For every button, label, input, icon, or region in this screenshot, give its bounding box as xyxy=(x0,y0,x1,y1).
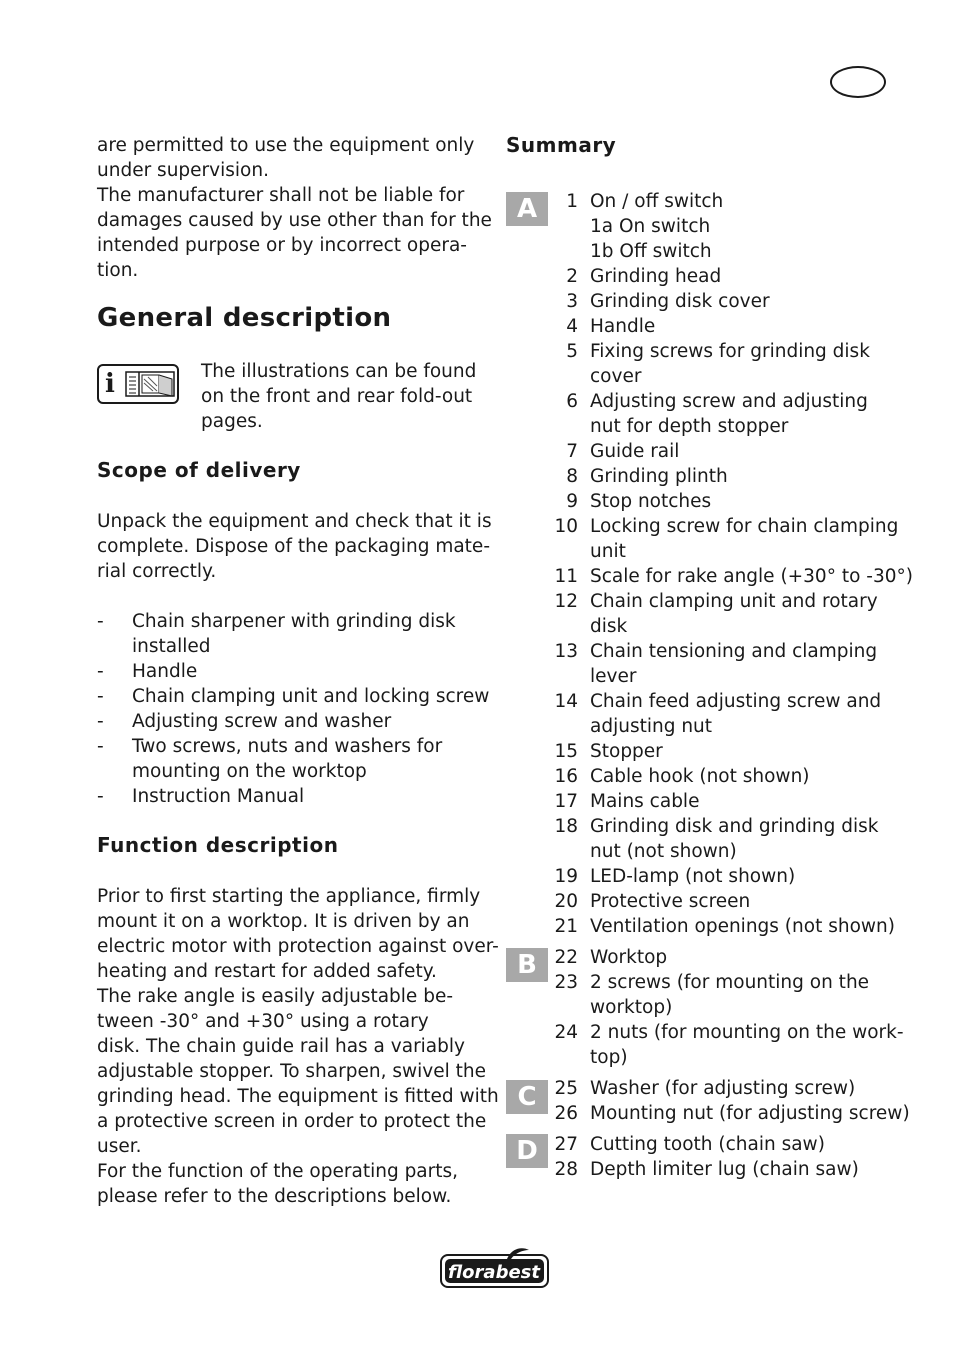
text-line: on the front and rear fold-out xyxy=(201,386,473,407)
summary-item: 24 2 nuts (for mounting on the work- top) xyxy=(554,1022,904,1068)
list-item: - Two screws, nuts and washers for mounting on the worktop xyxy=(97,736,443,782)
text-line: intended purpose or by incorrect opera- xyxy=(97,235,467,256)
scope-paragraph xyxy=(97,509,492,584)
summary-item: 14 Chain feed adjusting screw and adjusting nut xyxy=(554,691,882,737)
summary-item: 19 LED-lamp (not shown) xyxy=(554,866,796,887)
summary-list xyxy=(506,189,913,1182)
summary-item: 7 Guide rail xyxy=(566,441,680,462)
summary-item: 11 Scale for rake angle (+30° to -30°) xyxy=(554,566,913,587)
language-badge xyxy=(830,66,886,98)
summary-item: 1b Off switch xyxy=(590,241,712,262)
summary-item: 1 On / off switch xyxy=(566,191,724,212)
text-line: Unpack the equipment and check that it is xyxy=(97,511,492,532)
figure-label-a: A xyxy=(506,192,548,226)
summary-item: 26 Mounting nut (for adjusting screw) xyxy=(554,1103,910,1124)
summary-item: 28 Depth limiter lug (chain saw) xyxy=(554,1159,859,1180)
text-line: The manufacturer shall not be liable for xyxy=(97,185,465,206)
function-paragraph: Prior to first starting the appliance, firmly mount it on a worktop. It is driven by an electric motor with protection against over- heating and restart for added safety. The rake angle is easily adjustable be- tween -30° and +30° using a rotary disk. The chain guide rail has a variably adjustable stopper. To sharpen, swivel the grinding head. The equipment is fitted with a protective screen in order to protect the user. For the function of the operating parts, please refer to the descriptions below. xyxy=(97,886,499,1207)
section-heading-summary: Summary xyxy=(506,133,617,157)
figure-label-b: B xyxy=(506,948,548,982)
summary-item: 5 Fixing screws for grinding disk cover xyxy=(566,341,870,387)
list-item: - Handle xyxy=(97,661,198,682)
summary-item: 6 Adjusting screw and adjusting nut for depth stopper xyxy=(566,391,868,437)
florabest-logo xyxy=(439,1247,550,1289)
section-heading-general-description: General description xyxy=(97,303,392,333)
summary-item: 12 Chain clamping unit and rotary disk xyxy=(554,591,878,637)
figure-label-c: C xyxy=(506,1080,548,1114)
section-heading-function-description: Function description xyxy=(97,833,339,857)
summary-item: 20 Protective screen xyxy=(554,891,751,912)
info-book-icon: i xyxy=(97,364,179,404)
summary-item: 13 Chain tensioning and clamping lever xyxy=(554,641,878,687)
summary-item: 22 Worktop xyxy=(554,947,668,968)
list-item: - Instruction Manual xyxy=(97,786,305,807)
section-heading-scope-of-delivery: Scope of delivery xyxy=(97,458,301,482)
text-line: under supervision. xyxy=(97,160,269,181)
list-item: - Chain clamping unit and locking screw xyxy=(97,686,490,707)
text-line: complete. Dispose of the packaging mate- xyxy=(97,536,490,557)
summary-item: 15 Stopper xyxy=(554,741,663,762)
summary-item: 8 Grinding plinth xyxy=(566,466,728,487)
summary-item: 23 2 screws (for mounting on the worktop) xyxy=(554,972,870,1018)
summary-item: 9 Stop notches xyxy=(566,491,712,512)
summary-item: 1a On switch xyxy=(590,216,711,237)
summary-item: 2 Grinding head xyxy=(566,266,722,287)
summary-item: 18 Grinding disk and grinding disk nut (not shown) xyxy=(554,816,879,862)
summary-item: 10 Locking screw for chain clamping unit xyxy=(554,516,899,562)
summary-item: 25 Washer (for adjusting screw) xyxy=(554,1078,856,1099)
figure-label-d: D xyxy=(506,1134,548,1168)
text-line: tion. xyxy=(97,260,139,281)
text-line: The illustrations can be found xyxy=(201,361,477,382)
delivery-list xyxy=(97,609,489,809)
list-item: - Adjusting screw and washer xyxy=(97,711,392,732)
summary-item: 27 Cutting tooth (chain saw) xyxy=(554,1134,825,1155)
text-line: damages caused by use other than for the xyxy=(97,210,492,231)
info-note xyxy=(201,359,476,434)
summary-item: 21 Ventilation openings (not shown) xyxy=(554,916,895,937)
text-line: pages. xyxy=(201,411,263,432)
list-item: - Chain sharpener with grinding disk installed xyxy=(97,611,456,657)
summary-item: 16 Cable hook (not shown) xyxy=(554,766,810,787)
intro-paragraph xyxy=(97,133,492,283)
summary-item: 4 Handle xyxy=(566,316,656,337)
svg-text:florabest: florabest xyxy=(448,1262,540,1283)
summary-item: 3 Grinding disk cover xyxy=(566,291,770,312)
text-line: are permitted to use the equipment only xyxy=(97,135,475,156)
summary-item: 17 Mains cable xyxy=(554,791,700,812)
text-line: rial correctly. xyxy=(97,561,217,582)
